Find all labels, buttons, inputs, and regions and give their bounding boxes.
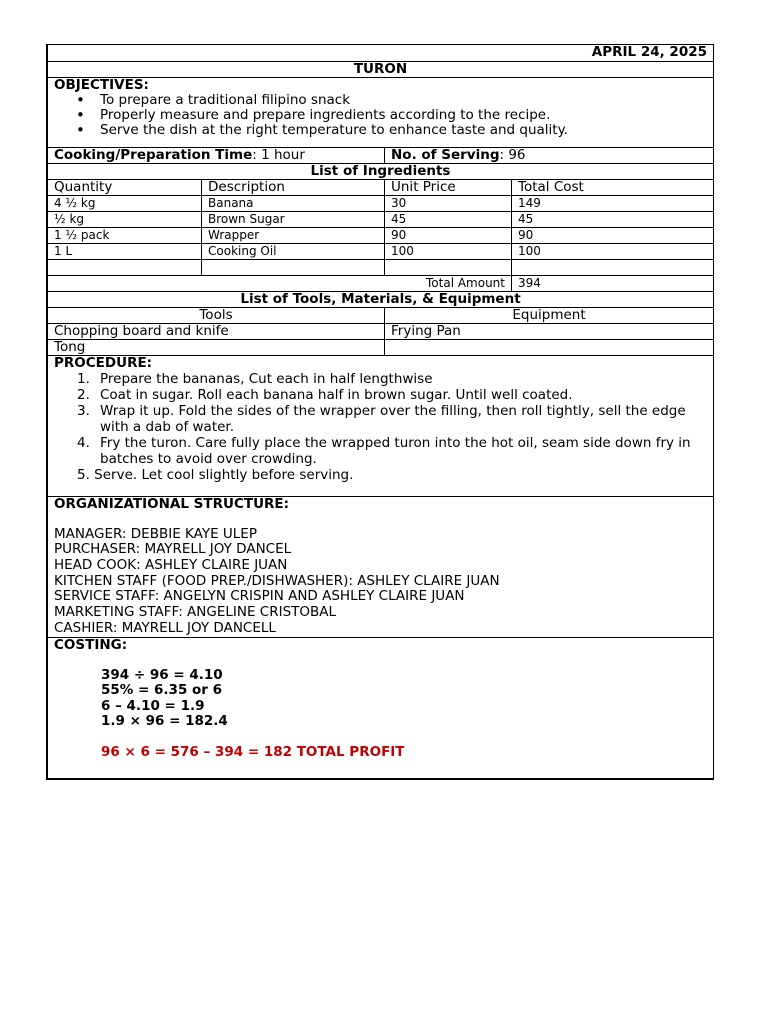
procedure-step xyxy=(77,386,707,403)
step-text: Fry the turon. Care fully place the wrapped turon into the hot oil, seam side down fry in batches to avoid over crowding. xyxy=(100,434,691,467)
serving-count xyxy=(385,147,714,163)
ingredient-unit-price: 45 xyxy=(385,211,512,227)
table-row xyxy=(48,227,714,243)
column-header-tools: Tools xyxy=(48,307,385,323)
costing-heading: COSTING: xyxy=(54,636,128,653)
total-amount-value: 394 xyxy=(512,275,714,291)
date: APRIL 24, 2025 xyxy=(48,45,714,61)
objectives-section xyxy=(48,77,714,147)
step-number: 3. xyxy=(77,402,90,419)
empty-cell xyxy=(202,259,385,275)
costing-line: 1.9 × 96 = 182.4 xyxy=(101,713,228,729)
recipe-table xyxy=(47,45,714,779)
ingredient-description: Cooking Oil xyxy=(202,243,385,259)
serving-value: : 96 xyxy=(499,146,526,163)
empty-cell xyxy=(385,259,512,275)
equipment-item: Frying Pan xyxy=(385,323,714,339)
procedure-step xyxy=(77,434,707,467)
ingredient-unit-price: 90 xyxy=(385,227,512,243)
ingredient-quantity: 1 L xyxy=(48,243,202,259)
ingredient-total-cost: 149 xyxy=(512,195,714,211)
empty-cell xyxy=(512,259,714,275)
org-manager: MANAGER: DEBBIE KAYE ULEP xyxy=(54,525,257,542)
org-cashier: CASHIER: MAYRELL JOY DANCELL xyxy=(54,619,276,636)
column-header-unit-price: Unit Price xyxy=(385,179,512,195)
table-row xyxy=(48,323,714,339)
table-row xyxy=(48,243,714,259)
org-head-cook: HEAD COOK: ASHLEY CLAIRE JUAN xyxy=(54,556,288,573)
table-row xyxy=(48,195,714,211)
ingredient-total-cost: 100 xyxy=(512,243,714,259)
costing-section xyxy=(48,637,714,778)
ingredient-description: Banana xyxy=(202,195,385,211)
total-amount-label: Total Amount xyxy=(48,275,512,291)
objectives-heading: OBJECTIVES: xyxy=(54,76,149,93)
procedure-step-last: 5. Serve. Let cool slightly before serving. xyxy=(77,466,354,483)
tool-item: Tong xyxy=(48,339,385,355)
column-header-equipment: Equipment xyxy=(385,307,714,323)
objective-item: • Properly measure and prepare ingredients according to the recipe. xyxy=(100,108,707,123)
equipment-item xyxy=(385,339,714,355)
step-text: Prepare the bananas, Cut each in half lengthwise xyxy=(100,370,433,387)
org-service-staff: SERVICE STAFF: ANGELYN CRISPIN AND ASHLEY CLAIRE JUAN xyxy=(54,588,465,605)
step-text: Wrap it up. Fold the sides of the wrapper over the filling, then roll tightly, sell the edge with a dab of water. xyxy=(100,402,686,435)
column-header-description: Description xyxy=(202,179,385,195)
procedure-section xyxy=(48,355,714,496)
recipe-document xyxy=(46,44,714,780)
costing-line: 394 ÷ 96 = 4.10 xyxy=(101,666,223,683)
procedure-step xyxy=(77,370,707,387)
cooking-time xyxy=(48,147,385,163)
serving-label: No. of Serving xyxy=(391,146,500,163)
ingredients-heading: List of Ingredients xyxy=(48,163,714,179)
procedure-step xyxy=(77,402,707,435)
ingredient-total-cost: 45 xyxy=(512,211,714,227)
ingredient-unit-price: 30 xyxy=(385,195,512,211)
ingredient-quantity: ½ kg xyxy=(48,211,202,227)
objective-item: • Serve the dish at the right temperature to enhance taste and quality. xyxy=(100,123,707,138)
ingredient-description: Wrapper xyxy=(202,227,385,243)
tool-item: Chopping board and knife xyxy=(48,323,385,339)
org-marketing-staff: MARKETING STAFF: ANGELINE CRISTOBAL xyxy=(54,604,337,621)
tools-heading: List of Tools, Materials, & Equipment xyxy=(48,291,714,307)
cooking-time-label: Cooking/Preparation Time xyxy=(54,146,253,163)
total-profit: 96 × 6 = 576 – 394 = 182 TOTAL PROFIT xyxy=(101,743,405,760)
table-row xyxy=(48,211,714,227)
table-row-empty xyxy=(48,259,714,275)
ingredient-quantity: 4 ½ kg xyxy=(48,195,202,211)
organization-heading: ORGANIZATIONAL STRUCTURE: xyxy=(54,495,290,512)
procedure-heading: PROCEDURE: xyxy=(54,354,153,371)
organization-section xyxy=(48,496,714,637)
ingredient-total-cost: 90 xyxy=(512,227,714,243)
objectives-list xyxy=(54,93,707,138)
table-row xyxy=(48,339,714,355)
ingredient-description: Brown Sugar xyxy=(202,211,385,227)
ingredient-quantity: 1 ½ pack xyxy=(48,227,202,243)
step-text: Coat in sugar. Roll each banana half in brown sugar. Until well coated. xyxy=(100,386,573,403)
page-title: TURON xyxy=(48,61,714,77)
org-purchaser: PURCHASER: MAYRELL JOY DANCEL xyxy=(54,541,292,558)
column-header-quantity: Quantity xyxy=(48,179,202,195)
step-number: 4. xyxy=(77,434,90,451)
ingredient-unit-price: 100 xyxy=(385,243,512,259)
cooking-time-value: : 1 hour xyxy=(252,146,305,163)
objective-item: • To prepare a traditional filipino snack xyxy=(100,93,707,108)
empty-cell xyxy=(48,259,202,275)
org-kitchen-staff: KITCHEN STAFF (FOOD PREP./DISHWASHER): ASHLEY CLAIRE JUAN xyxy=(54,572,500,589)
costing-line: 6 – 4.10 = 1.9 xyxy=(101,697,205,714)
column-header-total-cost: Total Cost xyxy=(512,179,714,195)
step-number: 2. xyxy=(77,386,90,403)
step-number: 1. xyxy=(77,370,90,387)
costing-line: 55% = 6.35 or 6 xyxy=(101,682,223,698)
procedure-list xyxy=(54,371,707,483)
